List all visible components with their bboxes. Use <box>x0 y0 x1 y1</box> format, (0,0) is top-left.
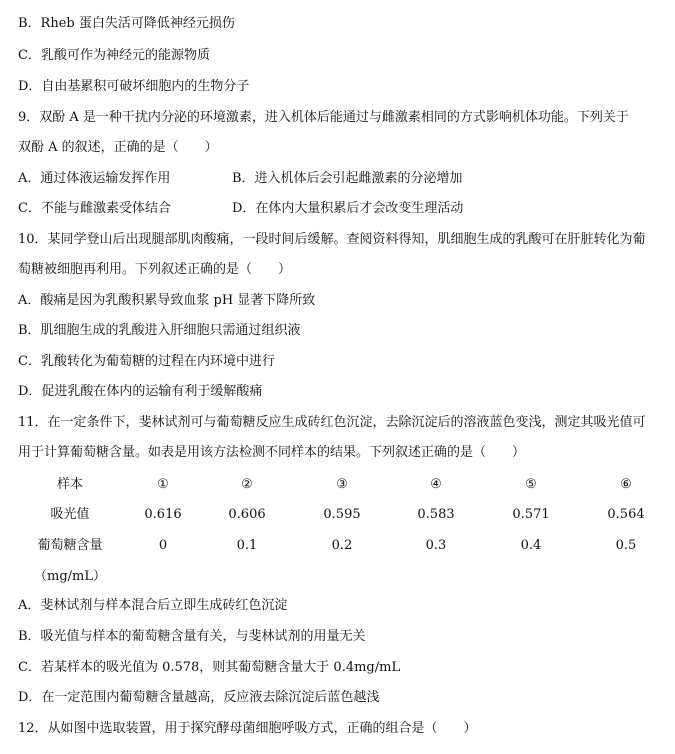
absorbance-cell: 0.583 <box>417 507 455 522</box>
q9-option-d: D．在体内大量积累后才会改变生理活动 <box>232 201 464 216</box>
q10-stem-line2: 萄糖被细胞再利用。下列叙述正确的是（ ） <box>18 262 292 277</box>
glucose-cell: 0.3 <box>425 538 447 553</box>
q10-option-d: D．促进乳酸在体内的运输有利于缓解酸痛 <box>18 384 263 399</box>
sample-cell: ⑤ <box>525 477 537 492</box>
glucose-cell: 0.4 <box>520 538 542 553</box>
q11-stem-line1: 11．在一定条件下，斐林试剂可与葡萄糖反应生成砖红色沉淀，去除沉淀后的溶液蓝色变浅，测定其吸光值可 <box>18 415 646 430</box>
q9-stem-line1: 9．双酚 A 是一种干扰内分泌的环境激素，进入机体后能通过与雌激素相同的方式影响机体功能。下列关于 <box>18 110 629 125</box>
q11-option-b: B．吸光值与样本的葡萄糖含量有关，与斐林试剂的用量无关 <box>18 629 366 644</box>
glucose-cell: 0.2 <box>331 538 353 553</box>
q8-option-c: C．乳酸可作为神经元的能源物质 <box>18 48 210 63</box>
q10-option-c: C．乳酸转化为葡萄糖的过程在内环境中进行 <box>18 354 275 369</box>
q10-stem-line1: 10．某同学登山后出现腿部肌肉酸痛，一段时间后缓解。查阅资料得知，肌细胞生成的乳酸可在肝脏转化为葡 <box>18 232 646 247</box>
absorbance-cell: 0.616 <box>144 507 182 522</box>
q8-option-d: D．自由基累积可破坏细胞内的生物分子 <box>18 79 250 94</box>
q12-stem-line1: 12．从如图中选取装置，用于探究酵母菌细胞呼吸方式，正确的组合是（ ） <box>18 721 477 736</box>
q9-option-b: B．进入机体后会引起雌激素的分泌增加 <box>232 171 463 186</box>
q11-option-d: D．在一定范围内葡萄糖含量越高，反应液去除沉淀后蓝色越浅 <box>18 690 380 705</box>
sample-cell: ① <box>157 477 169 492</box>
sample-cell: ② <box>241 477 253 492</box>
sample-cell: ③ <box>336 477 348 492</box>
glucose-cell: 0.5 <box>615 538 637 553</box>
absorbance-cell: 0.606 <box>228 507 266 522</box>
q11-option-a: A．斐林试剂与样本混合后立即生成砖红色沉淀 <box>18 598 288 613</box>
absorbance-cell: 0.595 <box>323 507 361 522</box>
sample-cell: ④ <box>430 477 442 492</box>
absorbance-cell: 0.564 <box>607 507 645 522</box>
q8-option-b: B．Rheb 蛋白失活可降低神经元损伤 <box>18 16 235 31</box>
q11-option-c: C．若某样本的吸光值为 0.578，则其葡萄糖含量大于 0.4mg/mL <box>18 660 401 675</box>
row-header-unit: （mg/mL） <box>34 569 106 584</box>
q9-option-c: C．不能与雌激素受体结合 <box>18 201 171 216</box>
q10-option-a: A．酸痛是因为乳酸积累导致血浆 pH 显著下降所致 <box>18 293 316 308</box>
glucose-cell: 0 <box>158 538 168 553</box>
row-header-absorbance: 吸光值 <box>50 507 90 522</box>
row-header-sample: 样本 <box>56 477 83 492</box>
q9-option-a: A．通过体液运输发挥作用 <box>18 171 171 186</box>
absorbance-cell: 0.571 <box>512 507 550 522</box>
row-header-glucose: 葡萄糖含量 <box>37 538 103 553</box>
q10-option-b: B．肌细胞生成的乳酸进入肝细胞只需通过组织液 <box>18 323 301 338</box>
q9-stem-line2: 双酚 A 的叙述，正确的是（ ） <box>18 140 218 155</box>
glucose-cell: 0.1 <box>236 538 258 553</box>
sample-cell: ⑥ <box>620 477 632 492</box>
q11-stem-line2: 用于计算葡萄糖含量。如表是用该方法检测不同样本的结果。下列叙述正确的是（ ） <box>18 445 526 460</box>
